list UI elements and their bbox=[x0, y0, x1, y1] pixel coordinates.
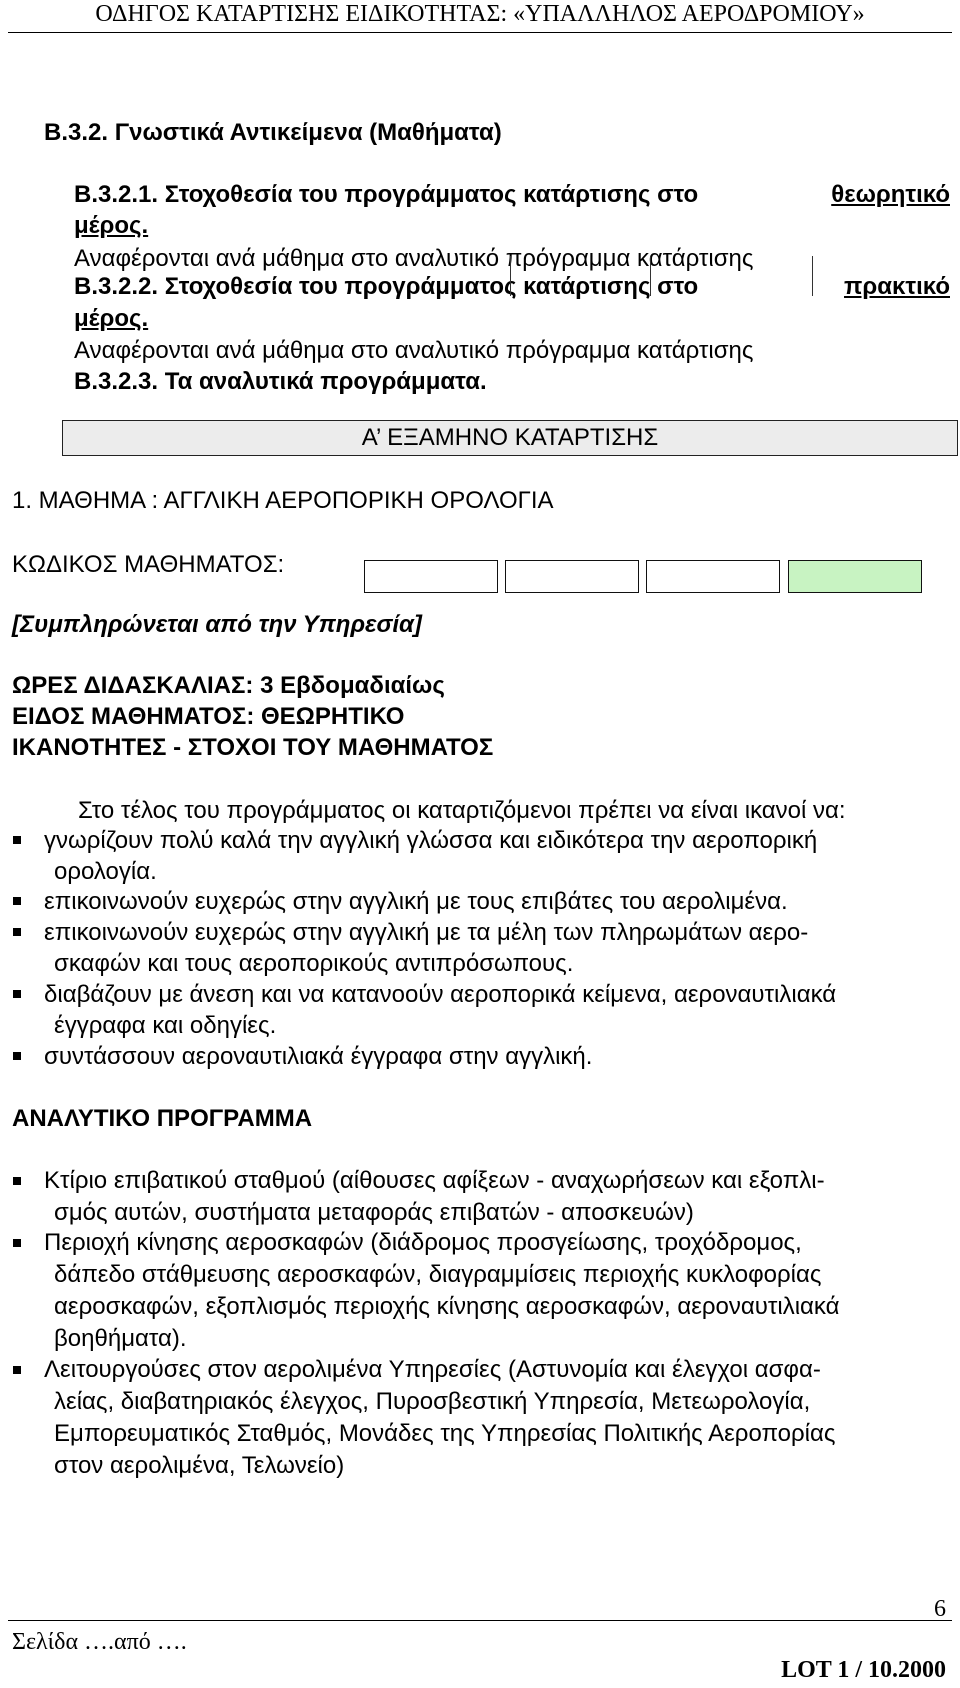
syllabus-item-3-line-3: Εμπορευματικός Σταθμός, Μονάδες της Υπηρεσίας Πολιτικής Αεροπορίας bbox=[54, 1420, 836, 1447]
section-b322-text: Αναφέρονται ανά μάθημα στο αναλυτικό πρόγραμμα κατάρτισης bbox=[74, 337, 754, 364]
section-b32-title: Β.3.2. Γνωστικά Αντικείμενα (Μαθήματα) bbox=[44, 119, 502, 146]
syllabus-item-2-line-1: Περιοχή κίνησης αεροσκαφών (διάδρομος προσγείωσης, τροχόδρομος, bbox=[44, 1229, 802, 1256]
syllabus-item-3-line-4: στον αερολιμένα, Τελωνείο) bbox=[54, 1452, 345, 1479]
header-divider bbox=[8, 32, 952, 33]
page-number: 6 bbox=[934, 1596, 946, 1622]
objective-item-4-line-1: διαβάζουν με άνεση και να κατανοούν αεροπορικά κείμενα, αεροναυτιλιακά bbox=[44, 981, 837, 1008]
square-bullet-icon bbox=[13, 1366, 21, 1374]
course-code-box-4 bbox=[788, 560, 922, 593]
square-bullet-icon bbox=[13, 1239, 21, 1247]
course-code-box-2 bbox=[505, 560, 639, 593]
square-bullet-icon bbox=[13, 990, 21, 998]
section-b321-theory: θεωρητικό bbox=[831, 181, 950, 208]
course-code-label: ΚΩΔΙΚΟΣ ΜΑΘΗΜΑΤΟΣ: bbox=[12, 551, 285, 578]
objective-item-3-line-2: σκαφών και τους αεροπορικούς αντιπρόσωπους. bbox=[54, 950, 574, 977]
scan-artifact-line bbox=[812, 256, 813, 296]
syllabus-item-1-line-1: Κτίριο επιβατικού σταθμού (αίθουσες αφίξεων - αναχωρήσεων και εξοπλι- bbox=[44, 1167, 825, 1194]
scan-artifact-line bbox=[650, 256, 651, 296]
course-code-box-1 bbox=[364, 560, 498, 593]
objective-item-1-line-1: γνωρίζουν πολύ καλά την αγγλική γλώσσα και ειδικότερα την αεροπορική bbox=[44, 827, 818, 854]
section-b322-meros: μέρος. bbox=[74, 305, 149, 332]
objectives-intro: Στο τέλος του προγράμματος οι καταρτιζόμενοι πρέπει να είναι ικανοί να: bbox=[78, 797, 846, 824]
course-code-box-3 bbox=[646, 560, 780, 593]
objective-item-1-line-2: ορολογία. bbox=[54, 858, 157, 885]
square-bullet-icon bbox=[13, 836, 21, 844]
section-b321-meros: μέρος. bbox=[74, 212, 149, 239]
square-bullet-icon bbox=[13, 928, 21, 936]
objective-item-3-line-1: επικοινωνούν ευχερώς στην αγγλική με τα μέλη των πληρωμάτων αερο- bbox=[44, 919, 809, 946]
objective-item-5-line-1: συντάσσουν αεροναυτιλιακά έγγραφα στην αγγλική. bbox=[44, 1043, 593, 1070]
course-skills-title: ΙΚΑΝΟΤΗΤΕΣ - ΣΤΟΧΟΙ ΤΟΥ ΜΑΘΗΜΑΤΟΣ bbox=[12, 734, 494, 761]
syllabus-item-2-line-4: βοηθήματα). bbox=[54, 1325, 187, 1352]
syllabus-item-2-line-3: αεροσκαφών, εξοπλισμός περιοχής κίνησης αεροσκαφών, αεροναυτιλιακά bbox=[54, 1293, 840, 1320]
course-title: 1. ΜΑΘΗΜΑ : ΑΓΓΛΙΚΗ ΑΕΡΟΠΟΡΙΚΗ ΟΡΟΛΟΓΙΑ bbox=[12, 487, 554, 514]
syllabus-item-3-line-1: Λειτουργούσες στον αερολιμένα Υπηρεσίες (Αστυνομία και έλεγχοι ασφα- bbox=[44, 1356, 821, 1383]
semester-banner: Α’ ΕΞΑΜΗΝΟ ΚΑΤΑΡΤΙΣΗΣ bbox=[62, 420, 958, 456]
section-b321-text: Αναφέρονται ανά μάθημα στο αναλυτικό πρόγραμμα κατάρτισης bbox=[74, 245, 754, 272]
section-b321-heading bbox=[74, 180, 950, 210]
lot-label: LOT 1 / 10.2000 bbox=[781, 1657, 946, 1683]
course-hours: ΩΡΕΣ ΔΙΔΑΣΚΑΛΙΑΣ: 3 Εβδομαδιαίως bbox=[12, 672, 445, 699]
footer-divider bbox=[8, 1620, 952, 1621]
course-code-note: [Συμπληρώνεται από την Υπηρεσία] bbox=[12, 611, 422, 638]
syllabus-item-1-line-2: σμός αυτών, συστήματα μεταφοράς επιβατών - αποσκευών) bbox=[54, 1199, 694, 1226]
square-bullet-icon bbox=[13, 1177, 21, 1185]
objective-item-4-line-2: έγγραφα και οδηγίες. bbox=[54, 1012, 277, 1039]
section-b322-prefix: Β.3.2.2. Στοχοθεσία του προγράμματος κατάρτισης στο bbox=[74, 273, 699, 300]
section-b321-prefix: Β.3.2.1. Στοχοθεσία του προγράμματος κατάρτισης στο bbox=[74, 181, 699, 208]
section-b322-practice: πρακτικό bbox=[844, 273, 950, 300]
scan-artifact-line bbox=[510, 256, 511, 296]
course-type: ΕΙΔΟΣ ΜΑΘΗΜΑΤΟΣ: ΘΕΩΡΗΤΙΚΟ bbox=[12, 703, 405, 730]
square-bullet-icon bbox=[13, 1052, 21, 1060]
syllabus-title: ΑΝΑΛΥΤΙΚΟ ΠΡΟΓΡΑΜΜΑ bbox=[12, 1105, 313, 1132]
syllabus-item-3-line-2: λείας, διαβατηριακός έλεγχος, Πυροσβεστική Υπηρεσία, Μετεωρολογία, bbox=[54, 1388, 811, 1415]
section-b323-title: Β.3.2.3. Τα αναλυτικά προγράμματα. bbox=[74, 368, 487, 395]
square-bullet-icon bbox=[13, 897, 21, 905]
objective-item-2-line-1: επικοινωνούν ευχερώς στην αγγλική με τους επιβάτες του αερολιμένα. bbox=[44, 888, 788, 915]
page-of-label: Σελίδα ….από …. bbox=[12, 1629, 187, 1655]
syllabus-item-2-line-2: δάπεδο στάθμευσης αεροσκαφών, διαγραμμίσεις περιοχής κυκλοφορίας bbox=[54, 1261, 822, 1288]
section-b322-heading bbox=[74, 272, 950, 302]
document-header-title: ΟΔΗΓΟΣ ΚΑΤΑΡΤΙΣΗΣ ΕΙΔΙΚΟΤΗΤΑΣ: «ΥΠΑΛΛΗΛΟΣ ΑΕΡΟΔΡΟΜΙΟΥ» bbox=[95, 1, 865, 27]
